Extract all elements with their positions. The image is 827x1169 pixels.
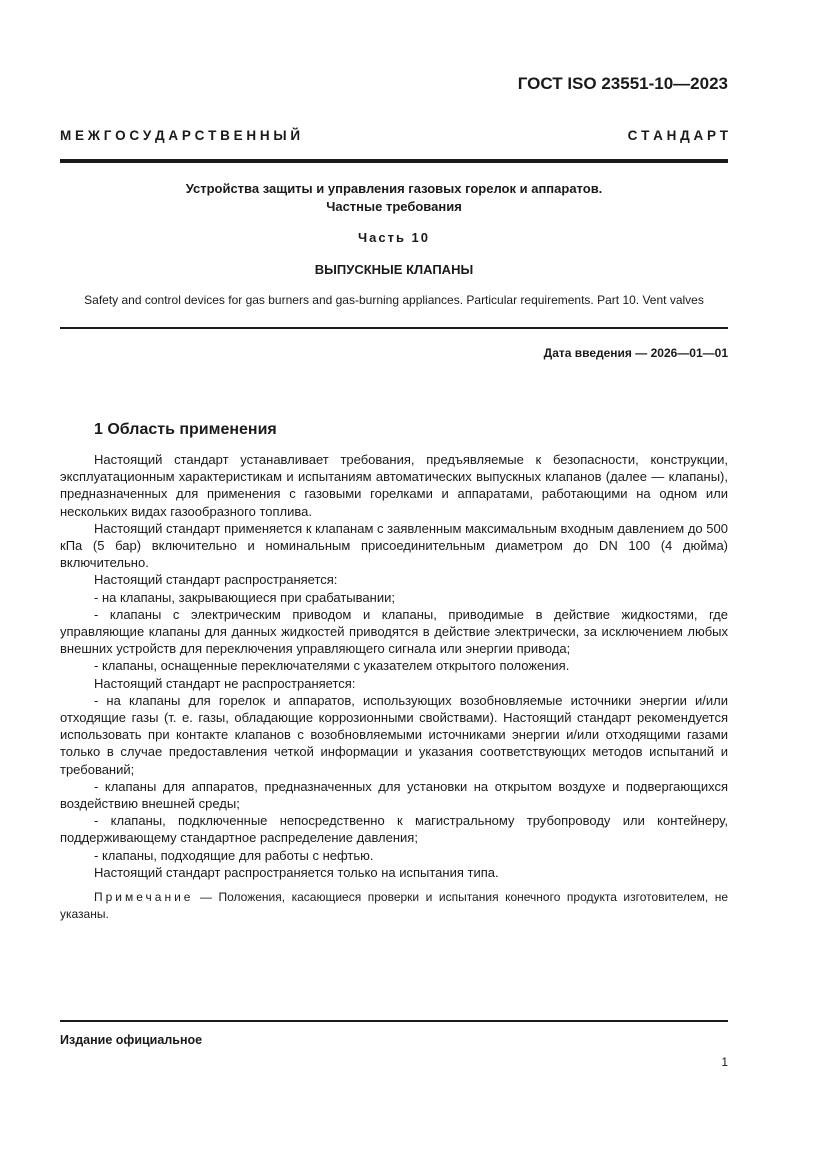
banner-interstate: М Е Ж Г О С У Д А Р С Т В Е Н Н Ы Й — [60, 128, 301, 143]
introduction-date: Дата введения — 2026—01—01 — [543, 346, 728, 360]
list-item: - клапаны, оснащенные переключателями с указателем открытого положения. — [94, 658, 570, 674]
title-line-1: Устройства защиты и управления газовых горелок и аппаратов. — [185, 181, 603, 196]
document-title — [60, 180, 728, 216]
list-item: - на клапаны для горелок и аппаратов, использующих возобновляемые источники энергии и/или отходящие газы (т. е. газы, обладающие коррозионными свойствами). Настоящий стандарт рекомендуется использовать при контакте клапанов с возобновляемыми источниками энергии и/или отходящими газами только в случае предоставления четкой информации и указания соответствующих методов испытаний и требований; — [60, 692, 728, 777]
paragraph: Настоящий стандарт распространяется: — [94, 572, 338, 588]
note-text: — Положения, касающиеся проверки и испытания конечного продукта изготовителем, не указаны. — [60, 890, 728, 922]
list-item: - на клапаны, закрывающиеся при срабатывании; — [94, 589, 395, 605]
standard-designation: ГОСТ ISO 23551-10—2023 — [517, 74, 728, 93]
english-title: Safety and control devices for gas burners and gas-burning appliances. Particular requirements. Part 10. Vent valves — [84, 293, 704, 307]
list-item: - клапаны, подключенные непосредственно к магистральному трубопроводу или контейнеру, поддерживающему стандартное распределение давления; — [60, 813, 728, 846]
section-body — [60, 451, 728, 923]
note-label: Примечание — [94, 890, 194, 905]
list-item: - клапаны для аппаратов, предназначенных для установки на открытом воздухе и подвергающихся воздействию внешней среды; — [60, 778, 728, 812]
header-rule — [60, 159, 728, 163]
banner-standard: С Т А Н Д А Р Т — [627, 128, 728, 143]
part-number: Часть 10 — [357, 230, 431, 245]
list-item: - клапаны, подходящие для работы с нефтью. — [94, 847, 374, 863]
list-item: - клапаны с электрическим приводом и клапаны, приводимые в действие жидкостями, где управляющие клапаны для данных жидкостей приводятся в действие электрически, за исключением любых внешних устройств для переключения управляющего сигнала или энергии привода; — [60, 606, 728, 657]
paragraph: Настоящий стандарт распространяется только на испытания типа. — [94, 864, 499, 880]
paragraph: Настоящий стандарт не распространяется: — [94, 675, 356, 691]
official-edition: Издание официальное — [60, 1033, 203, 1047]
document-subtitle: ВЫПУСКНЫЕ КЛАПАНЫ — [314, 262, 474, 277]
page-number: 1 — [721, 1055, 728, 1069]
footer-rule — [60, 1020, 728, 1022]
section-heading: 1 Область применения — [94, 421, 277, 438]
title-rule — [60, 327, 728, 329]
note — [60, 889, 728, 923]
title-line-2: Частные требования — [326, 199, 462, 214]
paragraph: Настоящий стандарт устанавливает требования, предъявляемые к безопасности, конструкции, эксплуатационным характеристикам и испытаниям автоматических выпускных клапанов (далее — клапаны), предназначенных для применения с газовыми горелками и аппаратами, работающими на одном или нескольких видах газообразного топлива. — [60, 452, 728, 519]
paragraph: Настоящий стандарт применяется к клапанам с заявленным максимальным входным давлением до 500 кПа (5 бар) включительно и номинальным присоединительным диаметром до DN 100 (4 дюйма) включительно. — [60, 520, 728, 571]
standard-banner — [60, 128, 728, 143]
